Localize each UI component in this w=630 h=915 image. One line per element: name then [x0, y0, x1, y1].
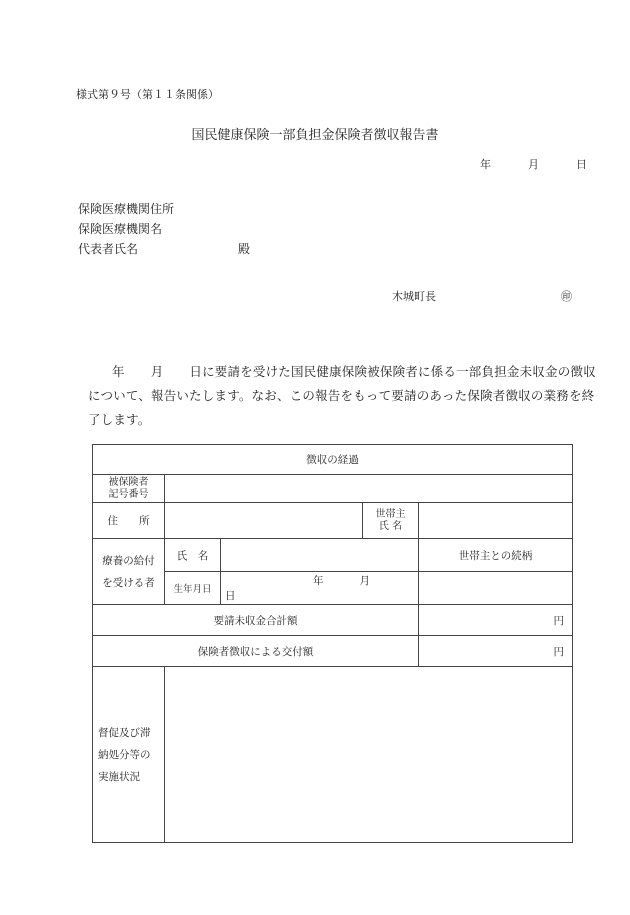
body-month: 月: [150, 364, 164, 379]
seal-mark: ㊞: [561, 290, 572, 303]
insured-number-line2: 記号番号: [108, 488, 149, 500]
birthdate-field[interactable]: [221, 572, 419, 605]
body-line3: 了します。: [88, 412, 151, 427]
total-field[interactable]: [419, 605, 573, 636]
name-label: 氏 名: [165, 539, 221, 572]
relation-label: 世帯主との続柄: [419, 539, 573, 572]
total-unit: 円: [553, 614, 565, 627]
recipient-line2: を受ける者: [102, 576, 155, 589]
representative-label: 代表者氏名: [78, 242, 139, 256]
birth-month: 月: [359, 575, 370, 587]
birthdate-label: 生年月日: [165, 572, 221, 605]
table-heading: 徴収の経過: [93, 445, 573, 475]
address-label: 住 所: [93, 503, 165, 539]
form-number: 様式第９号（第１１条関係）: [76, 88, 219, 101]
action-line1: 督促及び滞: [98, 726, 151, 739]
body-line2: について、報告いたします。なお、この報告をもって要請のあった保険者徴収の業務を終: [88, 388, 595, 403]
householder-line2: 氏 名: [378, 520, 403, 532]
delivered-field[interactable]: [419, 636, 573, 667]
householder-line1: 世帯主: [375, 508, 406, 520]
insured-number-field[interactable]: [165, 475, 573, 503]
institution-address-label: 保険医療機関住所: [78, 202, 175, 216]
delivered-unit: 円: [553, 645, 565, 658]
collection-table: [92, 444, 573, 843]
body-year: 年: [112, 364, 125, 379]
action-field[interactable]: [165, 667, 573, 843]
householder-label: [363, 503, 419, 539]
delivered-label: 保険者徴収による交付額: [93, 636, 419, 667]
relation-field[interactable]: [419, 572, 573, 605]
birth-day: 日: [225, 590, 236, 602]
address-field[interactable]: [165, 503, 363, 539]
birth-year: 年: [313, 575, 324, 587]
action-line2: 納処分等の: [98, 748, 151, 761]
total-label: 要請未収金合計額: [93, 605, 419, 636]
name-field[interactable]: [221, 539, 419, 572]
date-year-label: 年: [480, 158, 491, 171]
body-line1: 日に要請を受けた国民健康保険被保険者に係る一部負担金未収金の徴収: [189, 364, 596, 379]
date-month-label: 月: [528, 158, 539, 171]
insured-number-label: [93, 475, 165, 503]
institution-name-label: 保険医療機関名: [78, 222, 163, 236]
issuer-name: 木城町長: [392, 290, 436, 303]
action-line3: 実施状況: [98, 770, 140, 783]
recipient-label: [93, 539, 165, 605]
insured-number-line1: 被保険者: [108, 476, 149, 488]
page-title: 国民健康保険一部負担金保険者徴収報告書: [191, 128, 439, 143]
honorific: 殿: [238, 242, 251, 256]
date-day-label: 日: [576, 158, 587, 171]
report-body: [88, 360, 596, 432]
recipient-line1: 療養の給付: [102, 554, 155, 567]
action-label: [93, 667, 165, 843]
householder-field[interactable]: [419, 503, 573, 539]
